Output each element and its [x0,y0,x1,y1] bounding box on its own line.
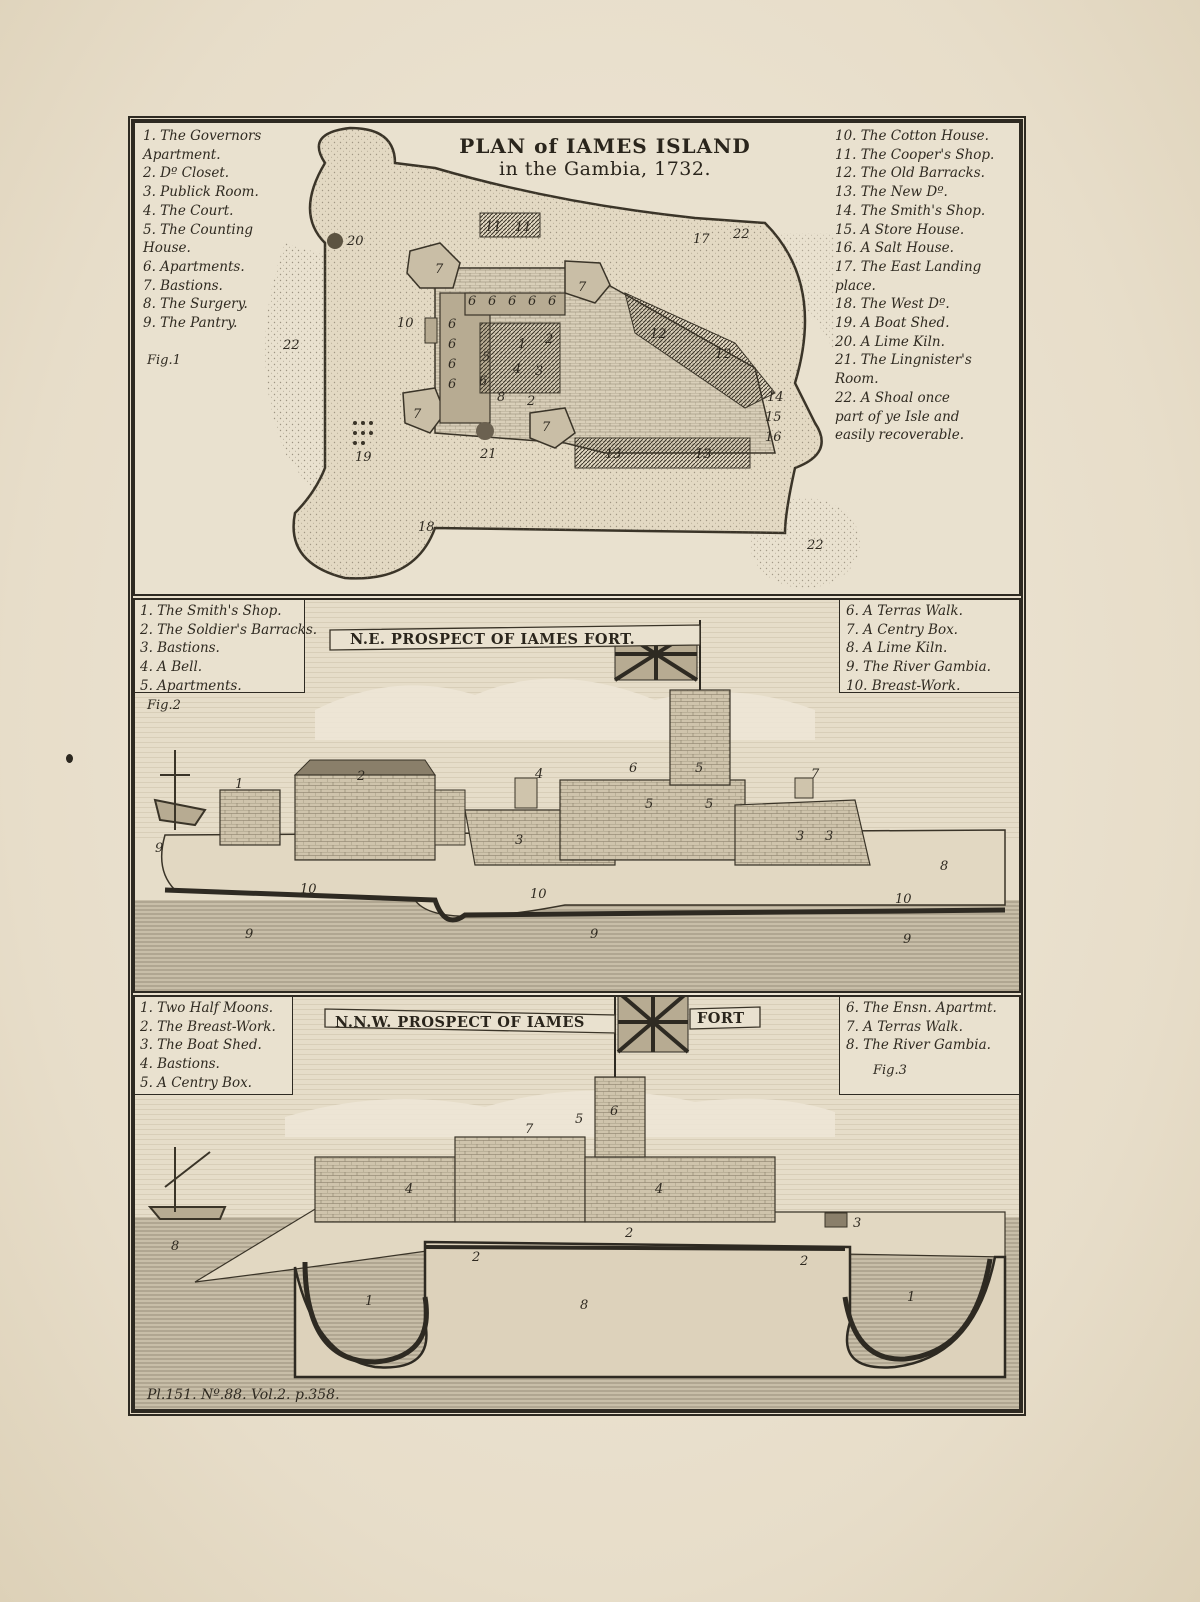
legend-entry: 2. The Soldier's Barracks. [140,621,318,638]
reference-number: 6 [468,294,477,309]
reference-number: 9 [155,841,164,856]
reference-number: 10 [895,892,912,907]
fig2-legend-right [839,598,1021,693]
legend-entry: 14. The Smith's Shop. [835,202,986,219]
reference-number: 11 [515,220,532,235]
fig3-legend-right [839,995,1021,1095]
legend-entry: 7. A Centry Box. [846,621,958,638]
legend-entry: 11. The Cooper's Shop. [835,146,995,163]
reference-number: 5 [575,1112,584,1127]
legend-entry: 1. The Smith's Shop. [140,603,282,619]
legend-entry: 8. The River Gambia. [846,1037,991,1054]
reference-number: 7 [811,767,820,782]
reference-number: 10 [300,882,317,897]
legend-entry: 4. The Court. [143,202,234,219]
reference-number: 6 [508,294,517,309]
reference-number: 22 [807,538,824,553]
reference-number: 6 [448,317,457,332]
fig3-label: Fig.3 [873,1063,907,1078]
reference-number: 7 [413,407,422,422]
legend-entry: 18. The West Dº. [835,296,950,313]
reference-number: 7 [525,1122,534,1137]
reference-number: 5 [482,350,491,365]
plan-title-line2: in the Gambia, 1732. [498,158,712,180]
plan-title-line1: PLAN of IAMES ISLAND [459,134,751,158]
fig2-legend-left [133,598,318,694]
reference-number: 1 [518,337,527,352]
reference-number: 6 [548,294,557,309]
reference-number: 2 [527,394,536,409]
reference-number: 6 [448,337,457,352]
reference-number: 12 [715,347,732,362]
reference-number: 4 [655,1182,664,1197]
reference-number: 22 [283,338,300,353]
reference-number: 5 [705,797,714,812]
legend-entry: 15. A Store House. [835,221,965,238]
legend-entry: Room. [835,371,879,388]
plate-reference: Pl.151. Nº.88. Vol.2. p.358. [147,1387,340,1403]
ne-prospect-panel [133,598,1021,993]
legend-entry: 9. The River Gambia. [846,659,991,676]
reference-number: 9 [590,927,599,942]
reference-number: 13 [605,447,622,462]
fig1-legend-left [143,127,261,333]
legend-entry: 1. Two Half Moons. [140,1000,274,1016]
reference-number: 6 [528,294,537,309]
reference-number: 17 [693,232,710,247]
reference-number: 3 [853,1216,862,1231]
legend-entry: 8. The Surgery. [143,296,248,313]
reference-number: 15 [765,410,782,425]
reference-number: 19 [355,450,372,465]
legend-entry: 13. The New Dº. [835,184,948,201]
legend-entry: 12. The Old Barracks. [835,165,985,182]
legend-entry: 5. The Counting [143,221,254,238]
plan-title [445,135,765,181]
reference-number: 11 [485,220,502,235]
reference-number: 3 [825,829,834,844]
legend-entry: 21. The Lingnister's [835,352,972,369]
reference-number: 5 [645,797,654,812]
fig3-legend-left [133,995,293,1095]
reference-number: 2 [472,1250,481,1265]
reference-number: 7 [435,262,444,277]
legend-entry: 2. Dº Closet. [143,165,230,182]
reference-number: 10 [397,316,414,331]
reference-number: 13 [695,447,712,462]
legend-entry: easily recoverable. [835,427,965,444]
legend-entry: 2. The Breast-Work. [140,1018,276,1035]
nnw-banner-text-right: FORT [697,1010,745,1027]
legend-entry: part of ye Isle and [835,408,960,425]
legend-entry: 4. A Bell. [140,659,203,676]
reference-number: 16 [765,430,782,445]
reference-number: 1 [235,777,244,792]
legend-entry: 5. Apartments. [140,677,242,694]
reference-number: 4 [513,362,522,377]
nnw-prospect-panel [133,995,1021,1411]
reference-number: 6 [448,377,457,392]
legend-entry: 1. The Governors [143,128,262,144]
reference-number: 18 [418,520,435,535]
reference-number: 7 [578,280,587,295]
legend-entry: 4. Bastions. [140,1056,220,1073]
reference-number: 3 [796,829,805,844]
reference-number: 3 [515,833,524,848]
legend-entry: place. [835,277,876,294]
reference-number: 6 [610,1104,619,1119]
legend-entry: 20. A Lime Kiln. [835,333,945,350]
reference-number: 2 [545,332,554,347]
reference-number: 6 [479,374,488,389]
reference-number: 9 [245,927,254,942]
fig2-label: Fig.2 [147,698,181,713]
legend-entry: 3. Publick Room. [143,184,259,201]
legend-entry: 3. The Boat Shed. [140,1037,262,1054]
fig1-legend-right [835,127,994,445]
legend-entry: House. [143,240,191,257]
legend-entry: 6. Apartments. [143,258,245,275]
reference-number: 1 [365,1294,374,1309]
legend-entry: 8. A Lime Kiln. [846,640,948,657]
reference-number: 4 [405,1182,414,1197]
reference-number: 5 [695,761,704,776]
reference-number: 6 [448,357,457,372]
ink-spot [66,754,73,763]
reference-number: 6 [629,761,638,776]
legend-entry: 6. The Ensn. Apartmt. [846,1000,997,1016]
legend-entry: 22. A Shoal once [835,389,950,406]
reference-number: 22 [733,227,750,242]
reference-number: 2 [625,1226,634,1241]
reference-number: 12 [650,327,667,342]
reference-number: 1 [907,1290,916,1305]
ne-banner-text: N.E. PROSPECT OF IAMES FORT. [350,631,636,648]
legend-entry: 6. A Terras Walk. [846,603,963,619]
reference-number: 8 [497,390,506,405]
fig1-label: Fig.1 [147,353,181,368]
reference-number: 20 [347,234,364,249]
reference-number: 7 [542,420,551,435]
reference-number: 6 [488,294,497,309]
reference-number: 8 [580,1298,589,1313]
reference-number: 8 [940,859,949,874]
nnw-banner-text-left: N.N.W. PROSPECT OF IAMES [335,1014,585,1031]
legend-entry: 9. The Pantry. [143,315,238,332]
legend-entry: 7. Bastions. [143,277,223,294]
reference-number: 9 [903,932,912,947]
reference-number: 2 [800,1254,809,1269]
legend-entry: 19. A Boat Shed. [835,315,950,332]
legend-entry: Apartment. [143,146,221,163]
reference-number: 8 [171,1239,180,1254]
legend-entry: 10. Breast-Work. [846,677,961,694]
reference-number: 14 [767,390,784,405]
reference-number: 4 [535,767,544,782]
plan-panel [133,121,1021,596]
reference-number: 3 [535,364,544,379]
legend-entry: 17. The East Landing [835,258,982,275]
legend-entry: 3. Bastions. [140,640,220,657]
reference-number: 10 [530,887,547,902]
legend-entry: 7. A Terras Walk. [846,1018,963,1035]
reference-number: 21 [480,447,497,462]
legend-entry: 16. A Salt House. [835,240,954,257]
legend-entry: 10. The Cotton House. [835,128,989,144]
reference-number: 2 [357,769,366,784]
legend-entry: 5. A Centry Box. [140,1074,252,1091]
